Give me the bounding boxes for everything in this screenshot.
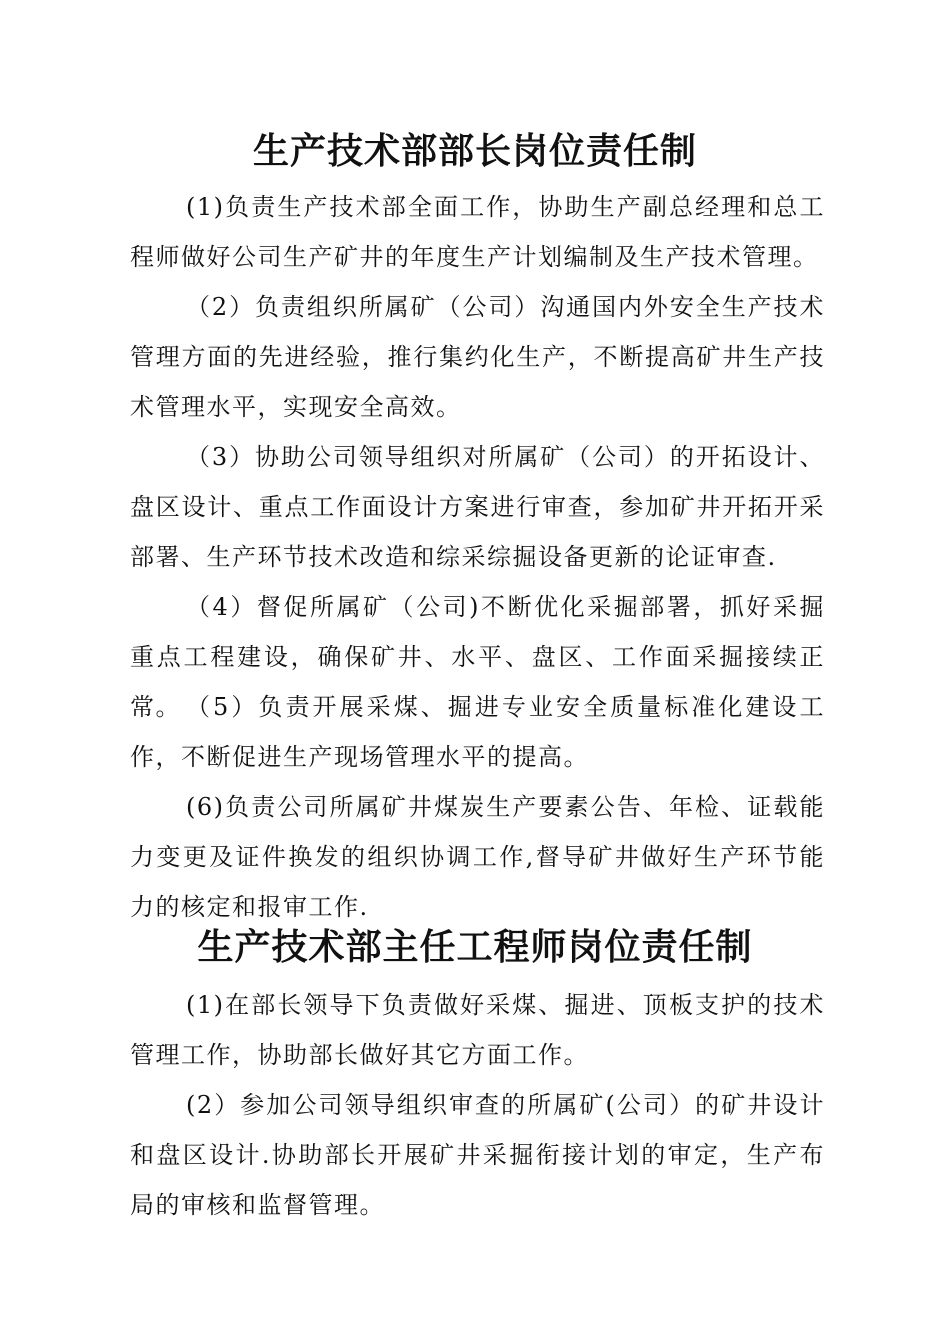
paragraph: (2）参加公司领导组织审查的所属矿(公司）的矿井设计和盘区设计.协助部长开展矿井采掘衔接计划的审定，生产布局的审核和监督管理。 xyxy=(130,1091,825,1219)
paragraph: (6)负责公司所属矿井煤炭生产要素公告、年检、证载能力变更及证件换发的组织协调工作,督导矿井做好生产环节能力的核定和报审工作. xyxy=(130,793,825,921)
paragraph: (1)在部长领导下负责做好采煤、掘进、顶板支护的技术管理工作，协助部长做好其它方面工作。 xyxy=(130,991,825,1069)
section-title: 生产技术部部长岗位责任制 xyxy=(252,131,697,172)
paragraph: （3）协助公司领导组织对所属矿（公司）的开拓设计、盘区设计、重点工作面设计方案进行审查，参加矿井开拓开采部署、生产环节技术改造和综采综掘设备更新的论证审查. xyxy=(130,443,825,571)
paragraph: （5）负责开展采煤、掘进专业安全质量标准化建设工作，不断促进生产现场管理水平的提高。 xyxy=(130,693,825,771)
section-title: 生产技术部主任工程师岗位责任制 xyxy=(197,927,753,968)
paragraph: （2）负责组织所属矿（公司）沟通国内外安全生产技术管理方面的先进经验，推行集约化生产，不断提高矿井生产技术管理水平，实现安全高效。 xyxy=(130,293,825,421)
paragraph: (1)负责生产技术部全面工作，协助生产副总经理和总工程师做好公司生产矿井的年度生产计划编制及生产技术管理。 xyxy=(130,193,825,271)
paragraph: （4）督促所属矿（公司)不断优化采掘部署，抓好采掘重点工程建设，确保矿井、水平、盘区、工作面采掘接续正常。 xyxy=(130,593,825,721)
